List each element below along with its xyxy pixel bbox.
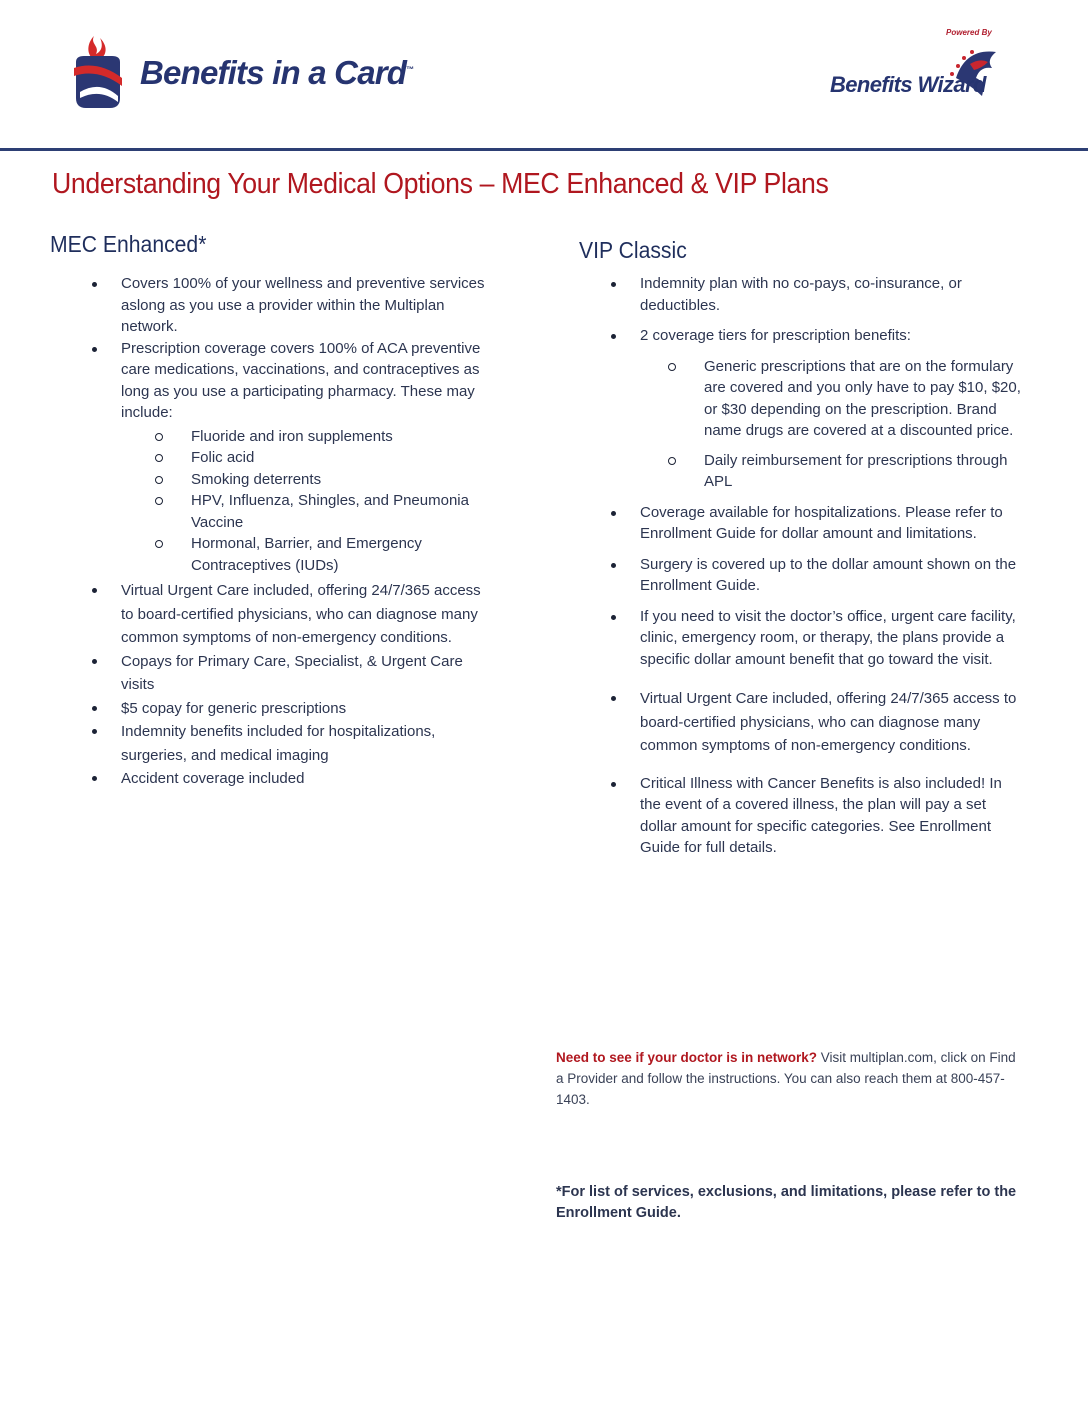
mec-heading: MEC Enhanced* bbox=[50, 231, 207, 257]
trademark-mark: ™ bbox=[406, 65, 414, 74]
list-item: Virtual Urgent Care included, offering 24/7/365 access to board-certified physicians, who can diagnose many common symptoms of non-emergency conditions. bbox=[121, 579, 486, 650]
sub-list-item: Fluoride and iron supplements bbox=[191, 426, 486, 448]
sub-list-item: Folic acid bbox=[191, 447, 486, 469]
powered-by-label: Powered By bbox=[946, 28, 992, 37]
benefits-wizard-logo bbox=[826, 26, 1006, 112]
brand-name bbox=[140, 54, 413, 92]
enrollment-guide-footnote: *For list of services, exclusions, and limitations, please refer to the Enrollment Guide. bbox=[556, 1184, 1017, 1221]
list-item bbox=[640, 325, 1025, 493]
list-item: If you need to visit the doctor’s office, urgent care facility, clinic, emergency room, or therapy, the plans provide a specific dollar amount benefit that go toward the visit. bbox=[640, 606, 1025, 671]
list-item: Accident coverage included bbox=[121, 767, 486, 791]
sub-list-item: Daily reimbursement for prescriptions through APL bbox=[704, 450, 1025, 493]
list-item: Coverage available for hospitalizations. Please refer to Enrollment Guide for dollar amount and limitations. bbox=[640, 502, 1025, 545]
list-item: Virtual Urgent Care included, offering 24/7/365 access to board-certified physicians, who can diagnose many common symptoms of non-emergency conditions. bbox=[640, 687, 1025, 758]
brand-name-text: Benefits in a Card bbox=[140, 54, 407, 91]
list-item: Covers 100% of your wellness and preventive services aslong as you use a provider within the Multiplan network. bbox=[121, 273, 486, 338]
list-item: Critical Illness with Cancer Benefits is also included! In the event of a covered illness, the plan will pay a set dollar amount for specific categories. See Enrollment Guide for full details. bbox=[640, 773, 1025, 859]
list-item bbox=[121, 338, 486, 577]
vip-benefits-list bbox=[640, 273, 1025, 859]
network-question: Need to see if your doctor is in network? bbox=[556, 1050, 818, 1065]
list-item-text: 2 coverage tiers for prescription benefits: bbox=[640, 327, 911, 344]
network-instructions: Visit multiplan.com, click on Find a Provider and follow the instructions. You can also reach them at 800-457-1403. bbox=[556, 1050, 1016, 1107]
sub-list-item: Generic prescriptions that are on the formulary are covered and you only have to pay $10, $20, or $30 depending on the prescription. Brand name drugs are covered at a discounted price. bbox=[704, 356, 1025, 442]
mec-benefits-list bbox=[121, 273, 486, 791]
preventive-medications-sublist bbox=[121, 426, 486, 577]
prescription-tiers-sublist bbox=[640, 356, 1025, 493]
list-item: Copays for Primary Care, Specialist, & Urgent Care visits bbox=[121, 650, 486, 697]
partner-name: Benefits Wizard bbox=[830, 72, 986, 97]
list-item: $5 copay for generic prescriptions bbox=[121, 697, 486, 721]
torch-logo-icon bbox=[70, 34, 126, 112]
network-note bbox=[556, 1047, 1026, 1110]
vip-heading: VIP Classic bbox=[579, 237, 687, 263]
list-item: Surgery is covered up to the dollar amount shown on the Enrollment Guide. bbox=[640, 554, 1025, 597]
list-item-text: Prescription coverage covers 100% of ACA preventive care medications, vaccinations, and contraceptives as long as you use a participating pharmacy. These may include: bbox=[121, 339, 481, 421]
list-item: Indemnity benefits included for hospitalizations, surgeries, and medical imaging bbox=[121, 720, 486, 767]
header-divider bbox=[0, 148, 1088, 151]
sub-list-item: Hormonal, Barrier, and Emergency Contraceptives (IUDs) bbox=[191, 533, 486, 576]
page-title: Understanding Your Medical Options – MEC Enhanced & VIP Plans bbox=[52, 168, 829, 200]
list-item: Indemnity plan with no co-pays, co-insurance, or deductibles. bbox=[640, 273, 1025, 316]
sub-list-item: HPV, Influenza, Shingles, and Pneumonia Vaccine bbox=[191, 490, 486, 533]
benefits-in-a-card-logo bbox=[70, 34, 430, 114]
sub-list-item: Smoking deterrents bbox=[191, 469, 486, 491]
